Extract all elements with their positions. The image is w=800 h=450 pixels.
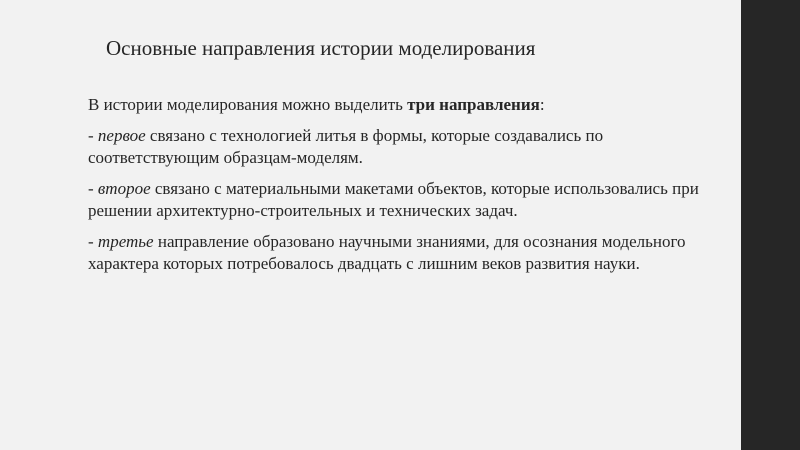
slide-body: [88, 94, 728, 284]
item-text: связано с материальными макетами объектов, которые использовались при решении архитектурно-строительных и технических задач.: [88, 179, 699, 220]
intro-bold: три направления: [407, 95, 540, 114]
item-keyword: второе: [97, 179, 151, 198]
item-prefix: -: [88, 126, 98, 145]
item-keyword: первое: [97, 126, 146, 145]
item-text: связано с технологией литья в формы, которые создавались по соответствующим образцам-моделям.: [88, 126, 604, 167]
list-item-second: [88, 178, 728, 222]
list-item-third: [88, 231, 728, 275]
item-text: направление образовано научными знаниями, для осознания модельного характера которых потребовалось двадцать с лишним веков развития науки.: [88, 232, 686, 273]
intro-paragraph: [88, 94, 728, 116]
list-item-first: [88, 125, 728, 169]
item-keyword: третье: [97, 232, 154, 251]
side-bar: [741, 0, 800, 450]
item-prefix: -: [88, 232, 98, 251]
item-prefix: -: [88, 179, 98, 198]
slide-title: Основные направления истории моделирования: [106, 36, 536, 60]
intro-text: В истории моделирования можно выделить: [88, 95, 408, 114]
intro-end: :: [539, 95, 545, 114]
